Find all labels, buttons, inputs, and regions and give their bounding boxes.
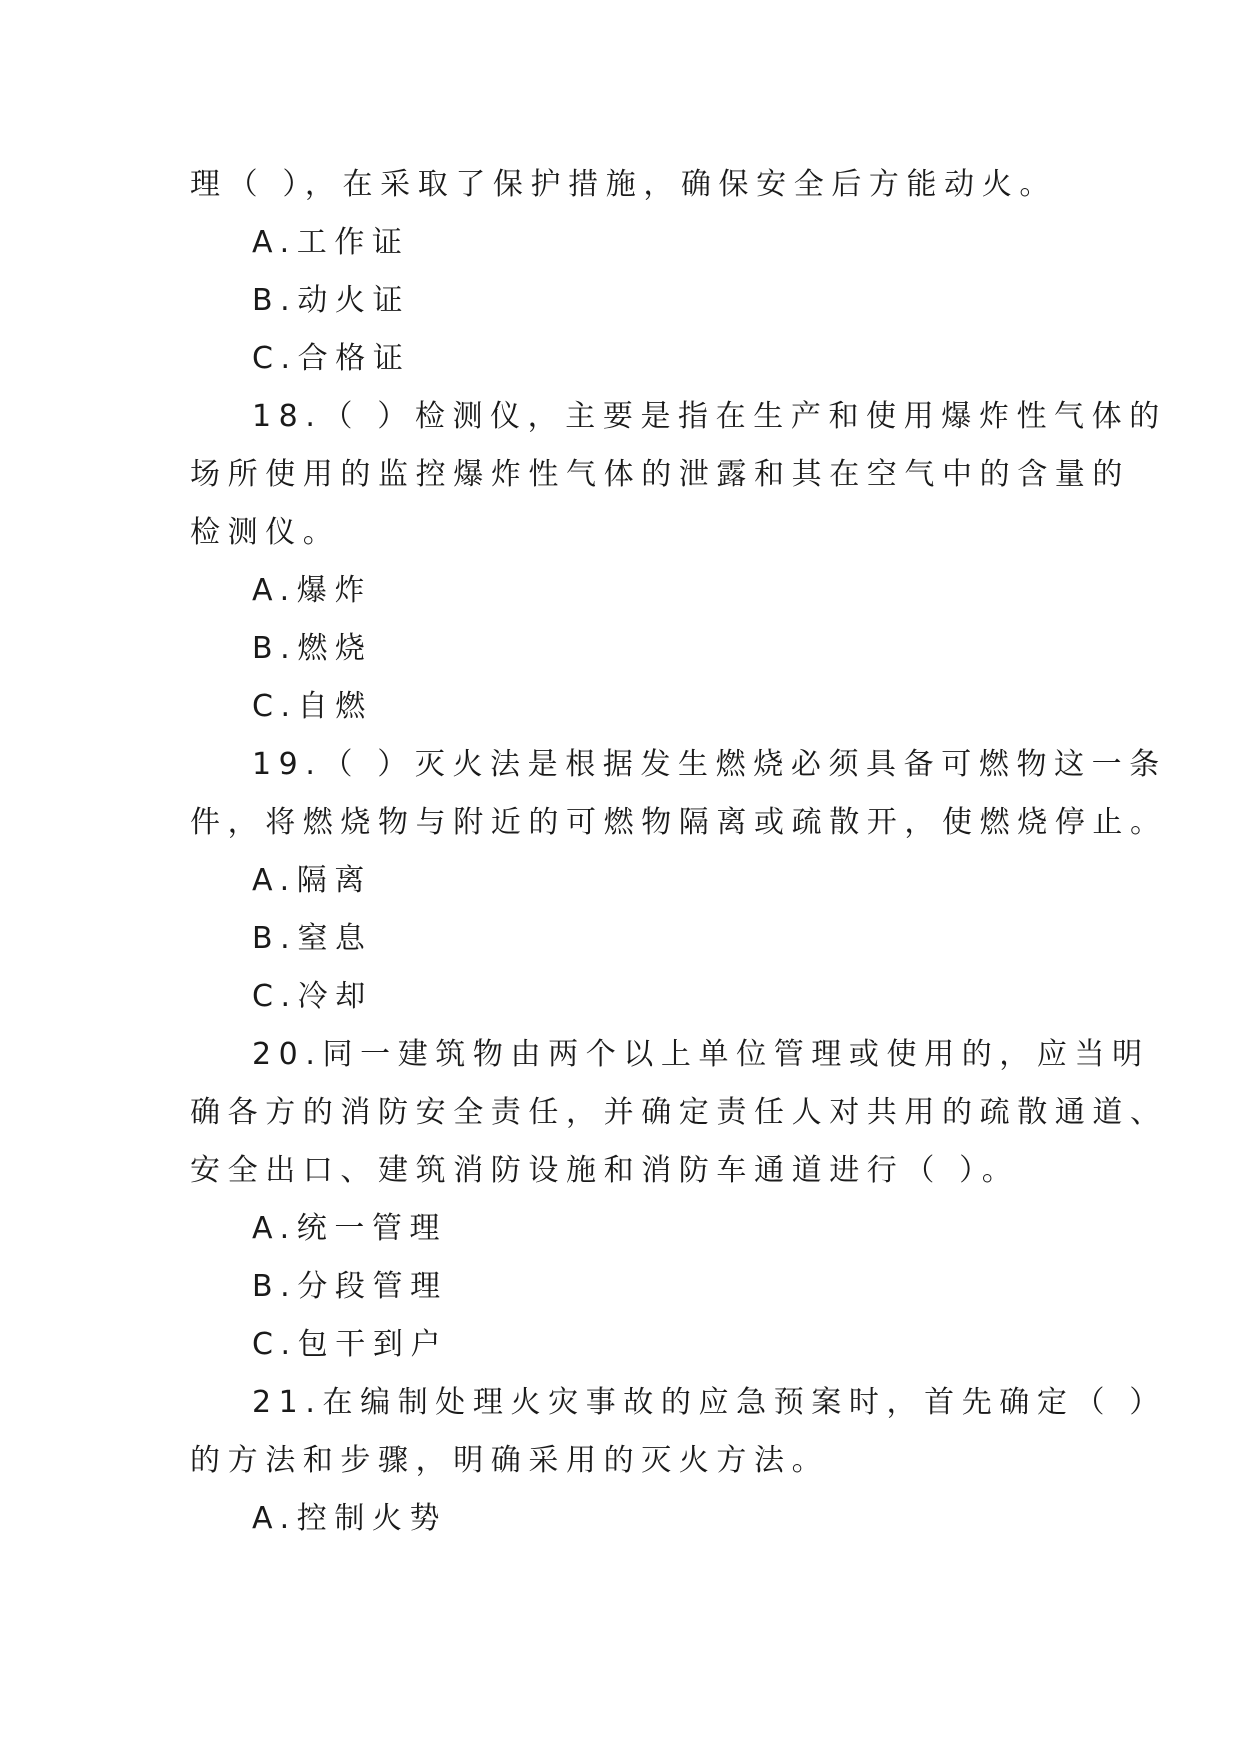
question-19-option-b: B.窒息	[252, 921, 373, 956]
question-18-line-1: 18.（ ）检测仪，主要是指在生产和使用爆炸性气体的	[252, 399, 1167, 434]
question-18-line-3: 检测仪。	[190, 515, 341, 550]
question-19-option-c: C.冷却	[252, 979, 373, 1014]
question-17-option-a: A.工作证	[252, 225, 410, 260]
question-18-option-a: A.爆炸	[252, 573, 372, 608]
question-20-option-c: C.包干到户	[252, 1327, 449, 1362]
question-20-option-a: A.统一管理	[252, 1211, 448, 1246]
question-20-line-3: 安全出口、建筑消防设施和消防车通道进行（ ）。	[190, 1153, 1020, 1188]
question-18-option-b: B.燃烧	[252, 631, 373, 666]
question-20-option-b: B.分段管理	[252, 1269, 448, 1304]
question-17-option-b: B.动火证	[252, 283, 411, 318]
question-17-continuation: 理（ ），在采取了保护措施，确保安全后方能动火。	[190, 167, 1057, 202]
question-18-option-c: C.自燃	[252, 689, 373, 724]
question-17-option-c: C.合格证	[252, 341, 411, 376]
question-19-option-a: A.隔离	[252, 863, 372, 898]
question-21-option-a: A.控制火势	[252, 1501, 448, 1536]
question-19-line-1: 19.（ ）灭火法是根据发生燃烧必须具备可燃物这一条	[252, 747, 1167, 782]
question-20-line-2: 确各方的消防安全责任，并确定责任人对共用的疏散通道、	[190, 1095, 1168, 1130]
question-21-line-1: 21.在编制处理火灾事故的应急预案时，首先确定（ ）	[252, 1385, 1167, 1420]
question-20-line-1: 20.同一建筑物由两个以上单位管理或使用的，应当明	[252, 1037, 1150, 1072]
question-18-line-2: 场所使用的监控爆炸性气体的泄露和其在空气中的含量的	[190, 457, 1130, 492]
question-19-line-2: 件，将燃烧物与附近的可燃物隔离或疏散开，使燃烧停止。	[190, 805, 1168, 840]
question-21-line-2: 的方法和步骤，明确采用的灭火方法。	[190, 1443, 830, 1478]
